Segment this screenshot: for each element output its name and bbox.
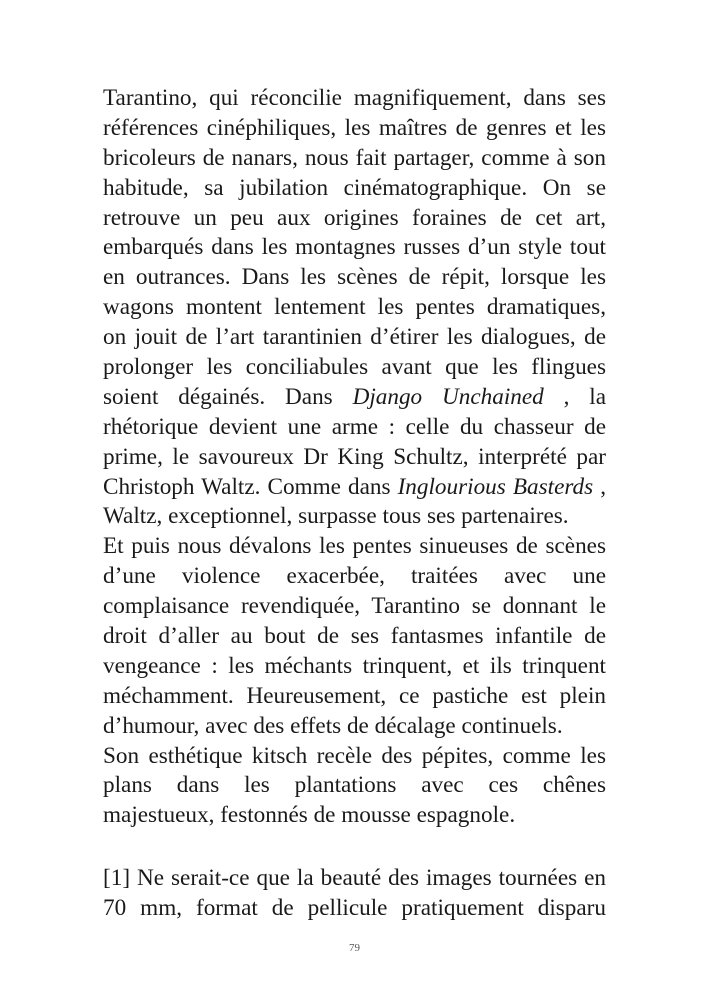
line-text-after: , [600, 473, 607, 500]
text-line: plans dans les plantations avec ces chênes [103, 772, 606, 799]
footnote-line: 70 mm, format de pellicule pratiquement disparu [103, 894, 606, 921]
text-line: vengeance : les méchants trinquent, et ils trinquent [103, 652, 606, 679]
text-line: droit d’aller au bout de ses fantasmes infantile de [103, 623, 606, 650]
text-line: majestueux, festonnés de mousse espagnole. [103, 802, 516, 829]
text-line: complaisance revendiquée, Tarantino se donnant le [103, 593, 606, 620]
film-title-inglourious-basterds: Inglourious Basterds [397, 473, 594, 500]
line-text-before: soient dégainés. Dans [103, 383, 333, 410]
page-number: 79 [349, 942, 360, 954]
text-line: d’humour, avec des effets de décalage continuels. [103, 712, 563, 739]
text-line: embarqués dans les montagnes russes d’un style tout [103, 234, 606, 261]
text-line: Et puis nous dévalons les pentes sinueuses de scènes [103, 533, 606, 560]
line-text-after: , la [563, 383, 607, 410]
text-line: prolonger les conciliabules avant que les flingues [103, 354, 606, 381]
text-line: rhétorique devient une arme : celle du chasseur de [103, 413, 606, 440]
text-line: bricoleurs de nanars, nous fait partager, comme à son [103, 144, 606, 171]
footnote [103, 864, 606, 924]
text-line-inglourious [103, 473, 606, 503]
body-text [103, 84, 606, 831]
footnote-line: [1] Ne serait-ce que la beauté des images tournées en [103, 865, 606, 891]
text-line: Waltz, exceptionnel, surpasse tous ses partenaires. [103, 503, 569, 530]
text-line: d’une violence exacerbée, traitées avec une [103, 563, 606, 590]
text-line-django [103, 383, 606, 413]
text-line: Tarantino, qui réconcilie magnifiquement, dans ses [103, 85, 606, 111]
text-line: références cinéphiliques, les maîtres de genres et les [103, 114, 606, 141]
line-text-before: Christoph Waltz. Comme dans [103, 473, 391, 500]
text-line: en outrances. Dans les scènes de répit, lorsque les [103, 264, 606, 291]
text-line: habitude, sa jubilation cinématographique. On se [103, 174, 606, 201]
film-title-django-unchained: Django Unchained [352, 383, 544, 410]
text-line: retrouve un peu aux origines foraines de cet art, [103, 204, 606, 231]
text-line: on jouit de l’art tarantinien d’étirer les dialogues, de [103, 324, 606, 351]
text-line: prime, le savoureux Dr King Schultz, interprété par [103, 443, 606, 470]
text-line: wagons montent lentement les pentes dramatiques, [103, 294, 606, 321]
text-line: Son esthétique kitsch recèle des pépites, comme les [103, 742, 606, 769]
text-line: méchamment. Heureusement, ce pastiche est plein [103, 682, 606, 709]
